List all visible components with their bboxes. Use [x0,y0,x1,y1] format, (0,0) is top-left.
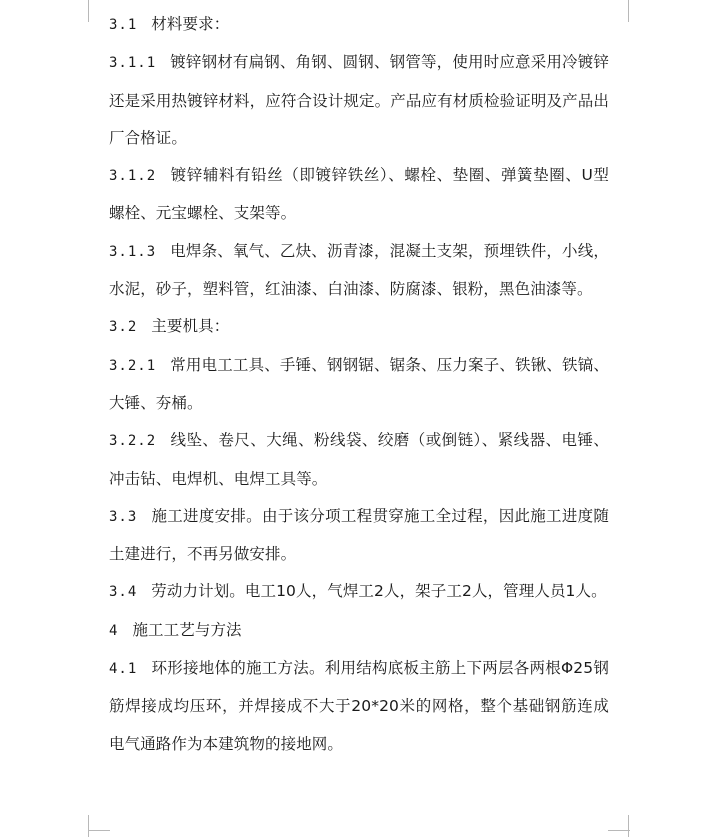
paragraph-text: 电焊条、氧气、乙炔、沥青漆，混凝土支架，预埋铁件，小线，水泥，砂子，塑料管，红油漆、白油漆、防腐漆、银粉，黑色油漆等。 [109,241,609,299]
paragraph-3-1-1 [109,44,609,157]
paragraph-3-1-3 [109,233,609,309]
section-number: 3.1.3 [109,243,157,260]
paragraph-text: 镀锌钢材有扁钢、角钢、圆钢、钢管等，使用时应意采用冷镀锌还是采用热镀锌材料，应符合设计规定。产品应有材质检验证明及产品出厂合格证。 [109,53,609,147]
crop-mark-top-right [628,0,629,22]
paragraph-text: 劳动力计划。电工10人，气焊工2人，架子工2人，管理人员1人。 [151,582,607,601]
crop-mark-bottom-left-v [88,815,89,837]
paragraph-text: 线坠、卷尺、大绳、粉线袋、绞磨（或倒链）、紧线器、电锤、冲击钻、电焊机、电焊工具等。 [109,431,609,488]
section-number: 3.3 [109,508,138,525]
paragraph-text: 镀锌辅料有铅丝（即镀锌铁丝）、螺栓、垫圈、弹簧垫圈、U型螺栓、元宝螺栓、支架等。 [109,166,609,223]
crop-mark-top-left [88,0,89,22]
section-number: 3.2.2 [109,433,157,450]
section-number: 3.1.2 [109,168,157,185]
document-body [109,6,609,763]
paragraph-text: 材料要求： [151,15,230,33]
section-number: 4.1 [109,661,138,678]
paragraph-text: 施工工艺与方法 [132,620,242,639]
paragraph-text: 常用电工工具、手锤、钢钢锯、锯条、压力案子、铁锹、铁镐、大锤、夯桶。 [109,355,609,412]
paragraph-4-1 [109,650,609,763]
section-number: 3.2.1 [109,357,157,374]
paragraph-text: 环形接地体的施工方法。利用结构底板主筋上下两层各两根Φ25钢筋焊接成均压环，并焊接成不大于20*20米的网格，整个基础钢筋连成电气通路作为本建筑物的接地网。 [109,659,609,753]
paragraph-3-3 [109,498,609,574]
paragraph-3-2 [109,308,609,346]
section-number: 3.4 [109,584,138,601]
section-number: 3.1 [109,17,138,33]
paragraph-text: 施工进度安排。由于该分项工程贯穿施工全过程，因此施工进度随土建进行，不再另做安排。 [109,506,609,564]
paragraph-3-2-2 [109,422,609,498]
section-number: 3.2 [109,319,138,336]
paragraph-3-4 [109,573,609,611]
crop-mark-bottom-right-v [628,815,629,837]
crop-mark-bottom-left [88,830,110,831]
section-number: 4 [109,622,119,639]
paragraph-3-1 [109,6,609,44]
paragraph-3-1-2 [109,157,609,233]
section-number: 3.1.1 [109,55,157,72]
paragraph-4 [109,612,609,650]
paragraph-text: 主要机具： [151,317,230,336]
crop-mark-bottom-right [608,830,630,831]
paragraph-3-2-1 [109,347,609,423]
